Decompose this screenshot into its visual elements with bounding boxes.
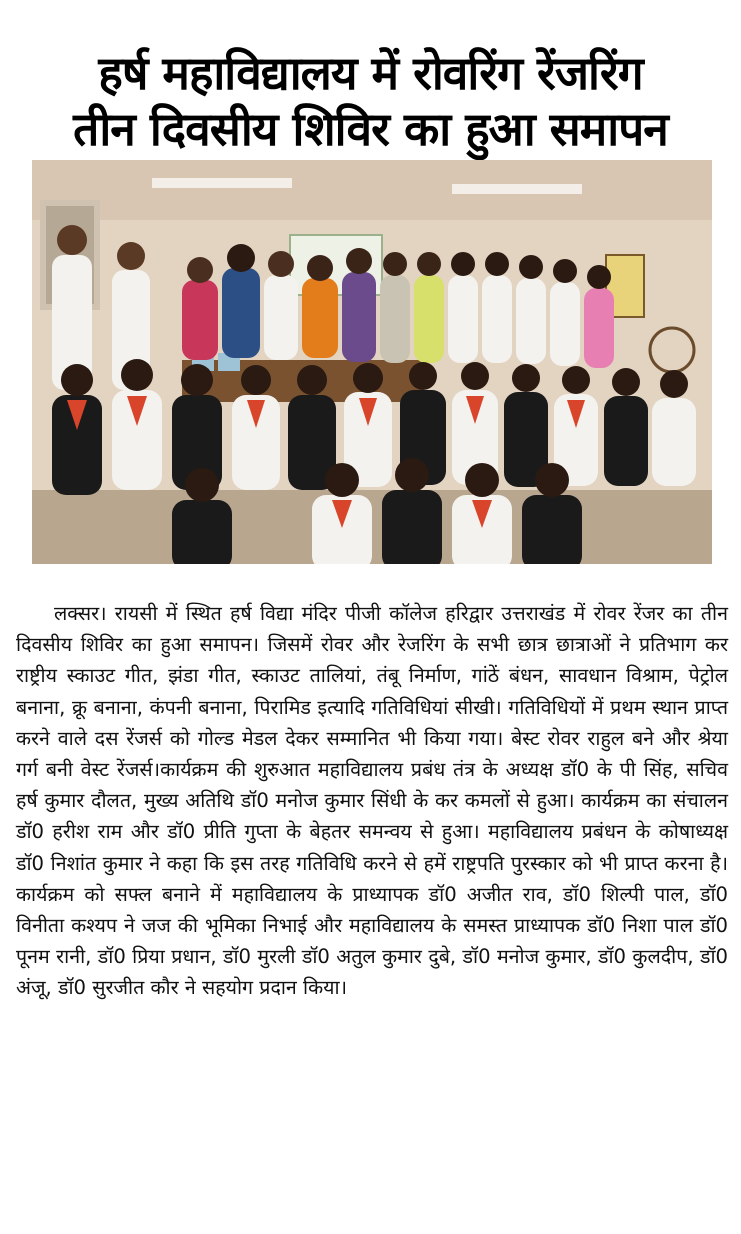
article-paragraph: लक्सर। रायसी में स्थित हर्ष विद्या मंदिर पीजी कॉलेज हरिद्वार उत्तराखंड में रोवर रेंजर का तीन दिवसीय शिविर का हुआ समापन। जिसमें रोवर और रेजरिंग के सभी छात्र छात्राओं ने प्रतिभाग कर राष्ट्रीय स्काउट गीत, झंडा गीत, स्काउट तालियां, तंबू निर्माण, गांठें बंधन, सावधान विश्राम, पेट्रोल बनाना, क्रू बनाना, कंपनी बनाना, पिरामिड इत्यादि गतिविधियां सीखी। गतिविधियों में प्रथम स्थान प्राप्त करने वाले दस रेंजर्स को गोल्ड मेडल देकर सम्मानित भी किया गया। बेस्ट रोवर राहुल बने और श्रेया गर्ग बनी वेस्ट रेंजर्स।कार्यक्रम की शुरुआत महाविद्यालय प्रबंध तंत्र के अध्यक्ष डॉ0 के पी सिंह, सचिव हर्ष कुमार दौलत, मुख्य अतिथि डॉ0 मनोज कुमार सिंधी के कर कमलों से हुआ। कार्यक्रम का संचालन डॉ0 हरीश राम और डॉ0 प्रीति गुप्ता के बेहतर समन्वय से हुआ। महाविद्यालय प्रबंधन के कोषाध्यक्ष डॉ0 निशांत कुमार ने कहा कि इस तरह गतिविधि करने से हमें राष्ट्रपति पुरस्कार को भी प्राप्त करना है।कार्यक्रम को सफ्ल बनाने में महाविद्यालय के प्राध्यापक डॉ0 अजीत राव, डॉ0 शिल्पी पाल, डॉ0 विनीता कश्यप ने जज की भूमिका निभाई और महाविद्यालय के समस्त प्राध्यापक डॉ0 निशा पाल डॉ0 पूनम रानी, डॉ0 प्रिया प्रधान, डॉ0 मुरली डॉ0 अतुल कुमार दुबे, डॉ0 मनोज कुमार, डॉ0 कुलदीप, डॉ0 अंजू, डॉ0 सुरजीत कौर ने सहयोग प्रदान किया। (16, 602, 728, 1000)
headline-line-2: तीन दिवसीय शिविर का हुआ समापन (73, 101, 668, 156)
headline (0, 45, 741, 157)
news-photo (32, 160, 712, 564)
headline-line-1: हर्ष महाविद्यालय में रोवरिंग रेंजरिंग (98, 45, 643, 100)
group-photo-illustration (32, 160, 712, 564)
article-body (16, 598, 728, 1004)
